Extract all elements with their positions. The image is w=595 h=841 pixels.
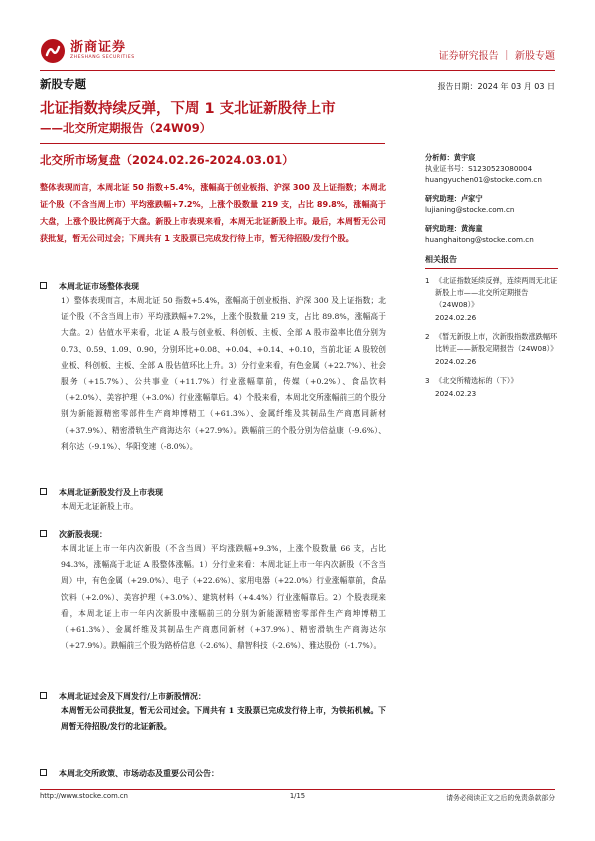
document-type: 新股专题 bbox=[40, 77, 86, 91]
analyst-role: 分析师： bbox=[425, 153, 454, 162]
analyst-card bbox=[425, 193, 558, 215]
related-report-title[interactable]: 《北交所精选标的（下）》 bbox=[435, 376, 518, 385]
related-report-item[interactable] bbox=[425, 331, 558, 355]
sidebar bbox=[425, 152, 558, 401]
related-report-date: 2024.02.26 bbox=[435, 313, 477, 322]
analyst-name: 卢家宁 bbox=[460, 194, 483, 203]
section-policy-news bbox=[40, 766, 386, 780]
related-report-number: 1 bbox=[425, 276, 430, 285]
header-divider bbox=[40, 70, 555, 71]
related-reports-heading: 相关报告 bbox=[425, 253, 558, 269]
page-title: 北证指数持续反弹，下周 1 支北证新股待上市 bbox=[40, 101, 336, 117]
related-report-item[interactable] bbox=[425, 375, 558, 387]
section-heading: 本周北证新股发行及上市表现 bbox=[59, 487, 163, 497]
section-new-listings bbox=[40, 485, 386, 515]
page-number: 1/15 bbox=[289, 792, 306, 800]
summary-paragraph: 整体表现而言，本周北证 50 指数+5.4%，涨幅高于创业板指、沪深 300 及上证指数；本周北证个股（不含当周上市）平均涨跌幅+7.2%，上涨个股数量 219 支，占比 89.8%，涨幅高于大盘，上涨个股比例高于大盘。新股上市表现来看，本周无北证新股上市。最后，本周暂无公司获批复，暂无公司过会；下周共有 1 支股票已完成发行待上市，暂无待招股/发行个股。 bbox=[40, 182, 386, 243]
analyst-email[interactable]: huangyuchen01@stocke.com.cn bbox=[425, 175, 542, 184]
analyst-card bbox=[425, 223, 558, 245]
section-title: 北交所市场复盘（2024.02.26-2024.03.01） bbox=[40, 153, 294, 167]
section-body: 本周北证上市一年内次新股（不含当周）平均涨跌幅+9.3%，上涨个股数量 66 支，占比 94.3%，涨幅高于北证 A 股整体涨幅。1）分行业来看：本周北证上市一年内次新股（不含当周）中，有色金属（+29.0%）、电子（+22.6%）、家用电器（+22.0%）行业涨幅靠前，食品饮料（+2.0%）、美容护理（+3.0%）、建筑材料（+4.4%）行业涨幅靠后。2）个股表现来看，本周北证上市一年内次新股中涨幅前三的分别为新能源精密零部件生产商坤博精工（+61.3%）、金属纤维及其制品生产商惠同新材（+37.9%）、精密滑轨生产商海达尔（+27.9%）。跌幅前三个股为路桥信息（-2.6%）、鼎智科技（-2.6%）、雅达股份（-1.7%）。 bbox=[61, 544, 386, 651]
related-report-date: 2024.02.26 bbox=[435, 357, 477, 366]
company-logo bbox=[40, 38, 135, 64]
analyst-role: 研究助理： bbox=[425, 224, 461, 233]
footer-disclaimer: 请务必阅读正文之后的免责条款部分 bbox=[446, 794, 555, 802]
related-report-date: 2024.02.23 bbox=[435, 389, 477, 398]
section-heading: 本周北证市场整体表现 bbox=[59, 281, 139, 291]
related-report-title[interactable]: 《北证指数延续反弹，连续两周无北证新股上市——北交所定期报告（24W08）》 bbox=[435, 276, 558, 309]
related-report-number: 2 bbox=[425, 332, 430, 341]
section-body: 1）整体表现而言，本周北证 50 指数+5.4%，涨幅高于创业板指、沪深 300 及上证指数；北证个股（不含当周上市）平均涨跌幅+7.2%，上涨个股数量 219 支，占比 89.8%，涨幅高于大盘。2）估值水平来看，北证 A 股与创业板、科创板、主板、全部 A 股市盈率比值分别为 0.73、0.59、1.09、0.90，分别环比+0.08、+0.04、+0.14、+0.10，当前北证 A 股较创业板、科创板、主板、全部 A 股估值环比上升。3）分行业来看，有色金属（+22.7%）、社会服务（+15.7%）、公共事业（+11.7%）行业涨幅靠前，传媒（+0.2%）、食品饮料（+2.0%）、美容护理（+3.0%）行业涨幅靠后。4）个股来看，本周北交所涨幅前三的个股分别为新能源精密零部件生产商坤博精工（+61.3%）、金属纤维及其制品生产商惠同新材（+37.9%）、精密滑轨生产商海达尔（+27.9%）。跌幅前三的个股分别为倍益康（-9.6%）、利尔达（-9.1%）、华阳变速（-8.0%）。 bbox=[61, 296, 386, 451]
bullet-square-icon bbox=[40, 692, 47, 699]
section-sub-new-stocks bbox=[40, 527, 386, 654]
analyst-role: 研究助理： bbox=[425, 194, 461, 203]
footer-divider bbox=[40, 789, 555, 790]
bullet-square-icon bbox=[40, 488, 47, 495]
analyst-name: 黄宇宸 bbox=[453, 153, 476, 162]
related-report-title[interactable]: 《暂无新股上市，次新股指数涨跌幅环比转正——新股定期报告（24W08）》 bbox=[435, 332, 558, 353]
report-category: 证券研究报告 ｜ 新股专题 bbox=[438, 51, 555, 62]
footer-url-link[interactable]: http://www.stocke.com.cn bbox=[40, 792, 128, 800]
section-body: 本周暂无公司获批复，暂无公司过会。下周共有 1 支股票已完成发行待上市，为铁拓机械。下周暂无待招股/发行的北证新股。 bbox=[61, 706, 386, 732]
analyst-email[interactable]: lujianing@stocke.com.cn bbox=[425, 205, 515, 214]
section-heading: 本周北交所政策、市场动态及重要公司公告： bbox=[59, 768, 219, 778]
logo-name-cn: 浙商证券 bbox=[70, 40, 127, 55]
section-ipo-schedule bbox=[40, 689, 386, 735]
page-subtitle: ——北交所定期报告（24W09） bbox=[40, 121, 212, 135]
analyst-cert: 执业证书号：S1230523080004 bbox=[425, 164, 533, 173]
bullet-square-icon bbox=[40, 769, 47, 776]
analyst-email[interactable]: huanghaitong@stocke.com.cn bbox=[425, 235, 534, 244]
related-report-number: 3 bbox=[425, 376, 430, 385]
related-report-item[interactable] bbox=[425, 275, 558, 311]
analyst-card bbox=[425, 152, 558, 185]
title-divider bbox=[40, 143, 385, 144]
section-market-overview bbox=[40, 279, 386, 455]
bullet-square-icon bbox=[40, 530, 47, 537]
section-heading: 本周北证过会及下周发行/上市新股情况： bbox=[59, 691, 206, 701]
section-heading: 次新股表现： bbox=[59, 529, 107, 539]
logo-name-en: ZHESHANG SECURITIES bbox=[70, 55, 135, 60]
bullet-square-icon bbox=[40, 282, 47, 289]
section-body: 本周无北证新股上市。 bbox=[61, 502, 138, 511]
analyst-name: 黄海童 bbox=[460, 224, 483, 233]
logo-mark-icon bbox=[40, 38, 66, 64]
page-header bbox=[40, 38, 555, 68]
report-date: 报告日期：2024 年 03 月 03 日 bbox=[437, 82, 555, 91]
